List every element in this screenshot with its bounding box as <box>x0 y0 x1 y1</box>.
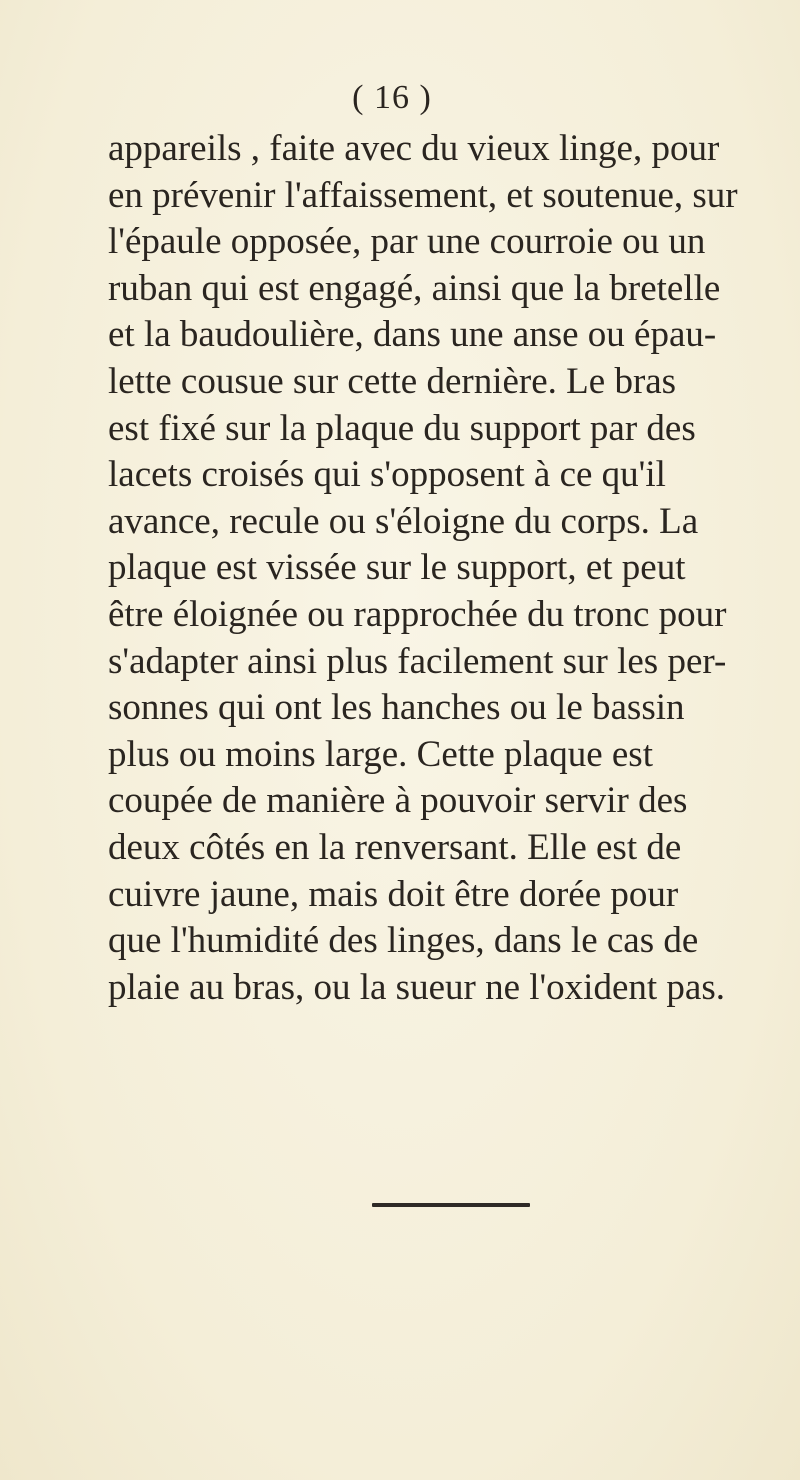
text-line: sonnes qui ont les hanches ou le bassin <box>108 687 685 729</box>
text-line: plaie au bras, ou la sueur ne l'oxident pas. <box>108 966 725 1008</box>
page-number: ( 16 ) <box>352 79 432 116</box>
text-line: avance, recule ou s'éloigne du corps. La <box>108 500 699 542</box>
text-line: et la baudoulière, dans une anse ou épau- <box>108 314 717 356</box>
text-line: s'adapter ainsi plus facilement sur les per- <box>108 640 727 682</box>
text-line: appareils , faite avec du vieux linge, pour <box>108 128 720 169</box>
text-line: plaque est vissée sur le support, et peut <box>108 547 686 589</box>
body-text <box>108 126 788 1011</box>
text-line: est fixé sur la plaque du support par des <box>108 407 696 449</box>
text-line: en prévenir l'affaissement, et soutenue, sur <box>108 174 738 216</box>
text-line: l'épaule opposée, par une courroie ou un <box>108 221 706 263</box>
text-line: lacets croisés qui s'opposent à ce qu'il <box>108 454 666 496</box>
section-divider-rule <box>372 1203 530 1207</box>
text-line: que l'humidité des linges, dans le cas de <box>108 920 699 962</box>
text-line: deux côtés en la renversant. Elle est de <box>108 826 682 868</box>
text-line: lette cousue sur cette dernière. Le bras <box>108 360 677 402</box>
text-line: être éloignée ou rapprochée du tronc pour <box>108 593 727 635</box>
text-line: plus ou moins large. Cette plaque est <box>108 733 653 775</box>
text-line: cuivre jaune, mais doit être dorée pour <box>108 873 679 915</box>
text-line: ruban qui est engagé, ainsi que la bretelle <box>108 267 721 309</box>
text-line: coupée de manière à pouvoir servir des <box>108 780 688 822</box>
